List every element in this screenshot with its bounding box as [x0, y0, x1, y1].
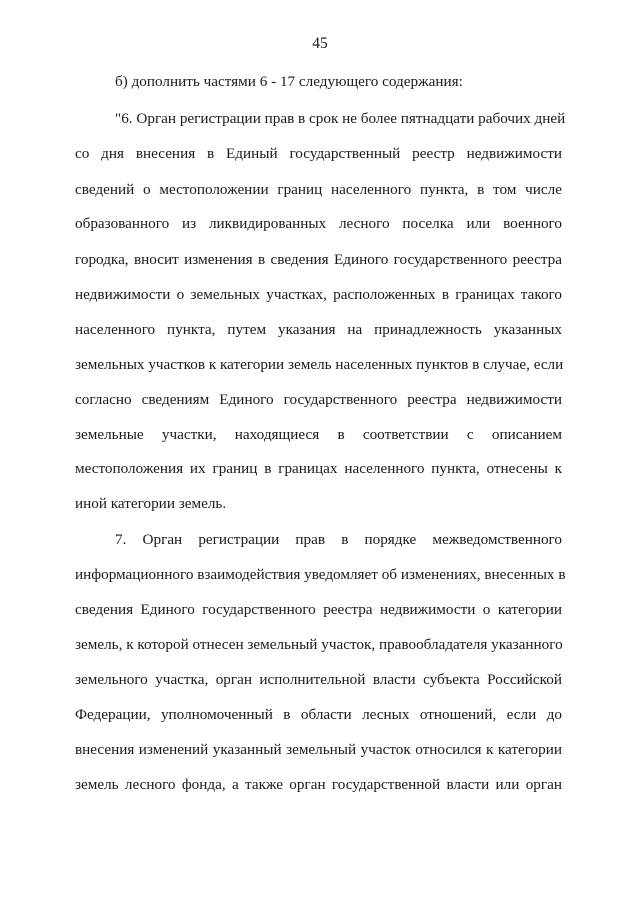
text-line: сведений о местоположении границ населенного пункта, в том числе	[75, 181, 562, 198]
text-line: "6. Орган регистрации прав в срок не более пятнадцати рабочих дней	[115, 110, 566, 127]
text-line: земельного участка, орган исполнительной власти субъекта Российской	[75, 671, 562, 688]
text-line: внесения изменений указанный земельный участок относился к категории	[75, 741, 562, 758]
text-line: со дня внесения в Единый государственный реестр недвижимости	[75, 145, 562, 162]
page-number: 45	[312, 35, 328, 52]
text-line: б) дополнить частями 6 - 17 следующего содержания:	[115, 73, 463, 90]
text-line: согласно сведениям Единого государственного реестра недвижимости	[75, 391, 562, 408]
text-line: иной категории земель.	[75, 495, 227, 512]
text-line: 7. Орган регистрации прав в порядке межведомственного	[115, 531, 562, 548]
text-line: Федерации, уполномоченный в области лесных отношений, если до	[75, 706, 562, 723]
text-line: земель лесного фонда, а также орган государственной власти или орган	[75, 776, 562, 793]
text-line: недвижимости о земельных участках, расположенных в границах такого	[75, 286, 562, 303]
text-line: образованного из ликвидированных лесного поселка или военного	[75, 215, 562, 232]
text-line: населенного пункта, путем указания на принадлежность указанных	[75, 321, 562, 338]
text-line: земельные участки, находящиеся в соответствии с описанием	[75, 426, 562, 443]
text-line: сведения Единого государственного реестра недвижимости о категории	[75, 601, 562, 618]
text-line: земель, к которой отнесен земельный участок, правообладателя указанного	[75, 636, 563, 653]
text-line: местоположения их границ в границах населенного пункта, отнесены к	[75, 460, 562, 477]
text-line: информационного взаимодействия уведомляет об изменениях, внесенных в	[75, 566, 566, 583]
text-line: земельных участков к категории земель населенных пунктов в случае, если	[75, 356, 564, 373]
text-line: городка, вносит изменения в сведения Единого государственного реестра	[75, 251, 562, 268]
